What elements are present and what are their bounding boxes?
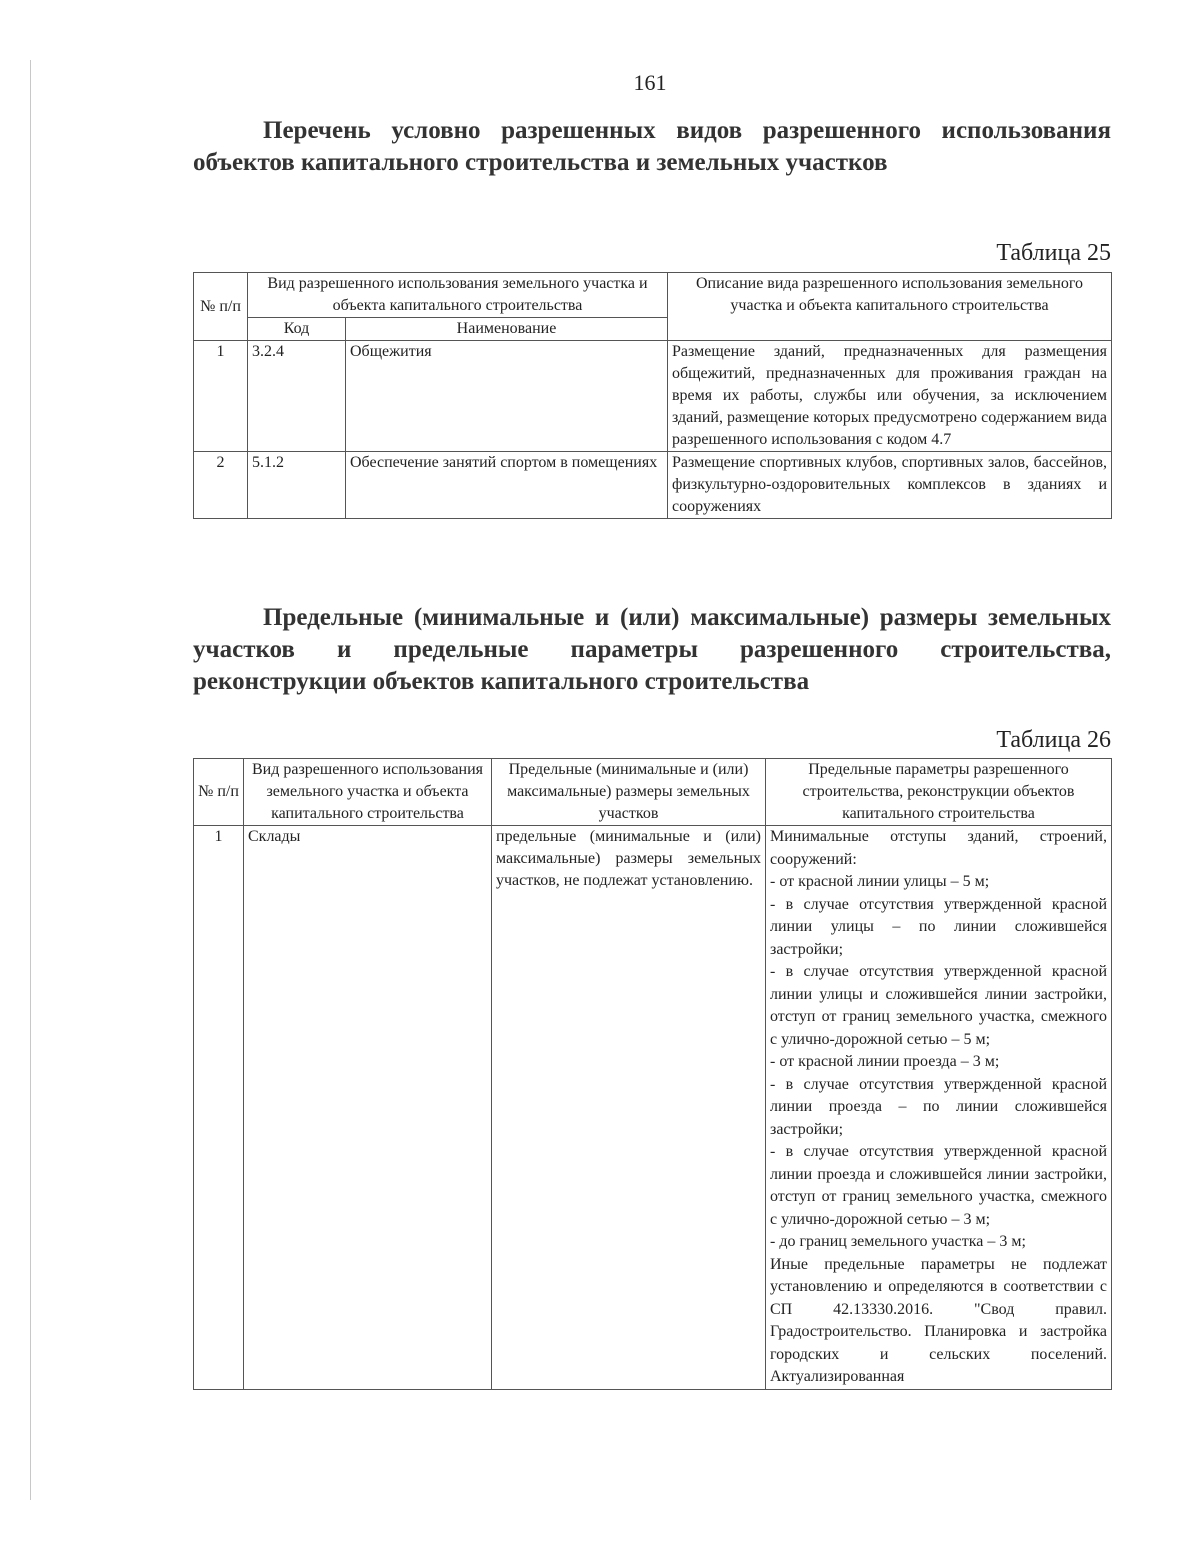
heading-limit-params-text: Предельные (минимальные и (или) максимальные) размеры земельных участков и предельные параметры разрешенного строительства, реконструкции объектов капитального строительства (193, 604, 1111, 695)
row-description: Размещение зданий, предназначенных для размещения общежитий, предназначенных для проживания граждан на время их работы, службы или обучения, за исключением зданий, размещение которых предусмотрено содержанием вида разрешенного использования с кодом 4.7 (668, 341, 1112, 452)
param-line: Иные предельные параметры не подлежат установлению и определяются в соответствии с СП 42.13330.2016. "Свод правил. Градостроительство. Планировка и застройка городских и сельских поселений. Актуализированная (770, 1255, 1107, 1385)
row-code: 3.2.4 (248, 341, 346, 452)
table-25 (193, 272, 1112, 519)
table-25-header-row (194, 273, 1112, 318)
row-num: 1 (194, 826, 244, 1390)
row-sizes: предельные (минимальные и (или) максимальные) размеры земельных участков, не подлежат установлению. (492, 826, 766, 1390)
heading-permitted-uses (193, 115, 1111, 179)
table-26-header-row (194, 759, 1112, 826)
param-line: - в случае отсутствия утвержденной красной линии проезда и сложившейся линии застройки, отступ от границ земельного участка, смежного с улично-дорожной сетью – 3 м; (770, 1143, 1107, 1228)
param-line: - от красной линии проезда – 3 м; (770, 1053, 1000, 1070)
param-line: - в случае отсутствия утвержденной красной линии улицы и сложившейся линии застройки, отступ от границ земельного участка, смежного с улично-дорожной сетью – 5 м; (770, 963, 1107, 1048)
table-row (194, 452, 1112, 519)
row-params (766, 826, 1112, 1390)
table-26 (193, 758, 1112, 1390)
table-row (194, 341, 1112, 452)
scan-margin-line (30, 60, 31, 1500)
row-num: 2 (194, 452, 248, 519)
heading-limit-params (193, 602, 1111, 698)
param-line: - в случае отсутствия утвержденной красной линии проезда – по линии сложившейся застройки; (770, 1075, 1107, 1138)
row-description: Размещение спортивных клубов, спортивных залов, бассейнов, физкультурно-оздоровительных комплексов в зданиях и сооружениях (668, 452, 1112, 519)
row-name: Обеспечение занятий спортом в помещениях (346, 452, 668, 519)
header-num: № п/п (194, 759, 244, 826)
param-line: Минимальные отступы зданий, строений, сооружений: (770, 828, 1107, 868)
table-25-caption: Таблица 25 (996, 240, 1111, 266)
page-number: 161 (633, 70, 667, 95)
table-26-caption: Таблица 26 (996, 727, 1111, 753)
param-line: - в случае отсутствия утвержденной красной линии улицы – по линии сложившейся застройки; (770, 895, 1107, 958)
param-line: - до границ земельного участка – 3 м; (770, 1233, 1026, 1250)
header-vid: Вид разрешенного использования земельного участка и объекта капитального строительства (244, 759, 492, 826)
row-name: Общежития (346, 341, 668, 452)
header-name: Наименование (346, 318, 668, 341)
row-code: 5.1.2 (248, 452, 346, 519)
header-vid-group: Вид разрешенного использования земельного участка и объекта капитального строительства (248, 273, 668, 318)
heading-permitted-uses-text: Перечень условно разрешенных видов разрешенного использования объектов капитального строительства и земельных участков (193, 117, 1111, 176)
header-params: Предельные параметры разрешенного строительства, реконструкции объектов капитального строительства (766, 759, 1112, 826)
header-description: Описание вида разрешенного использования земельного участка и объекта капитального строительства (668, 273, 1112, 341)
header-num: № п/п (194, 273, 248, 341)
row-vid: Склады (244, 826, 492, 1390)
row-num: 1 (194, 341, 248, 452)
table-row (194, 826, 1112, 1390)
param-line: - от красной линии улицы – 5 м; (770, 873, 990, 890)
header-code: Код (248, 318, 346, 341)
header-sizes: Предельные (минимальные и (или) максимальные) размеры земельных участков (492, 759, 766, 826)
